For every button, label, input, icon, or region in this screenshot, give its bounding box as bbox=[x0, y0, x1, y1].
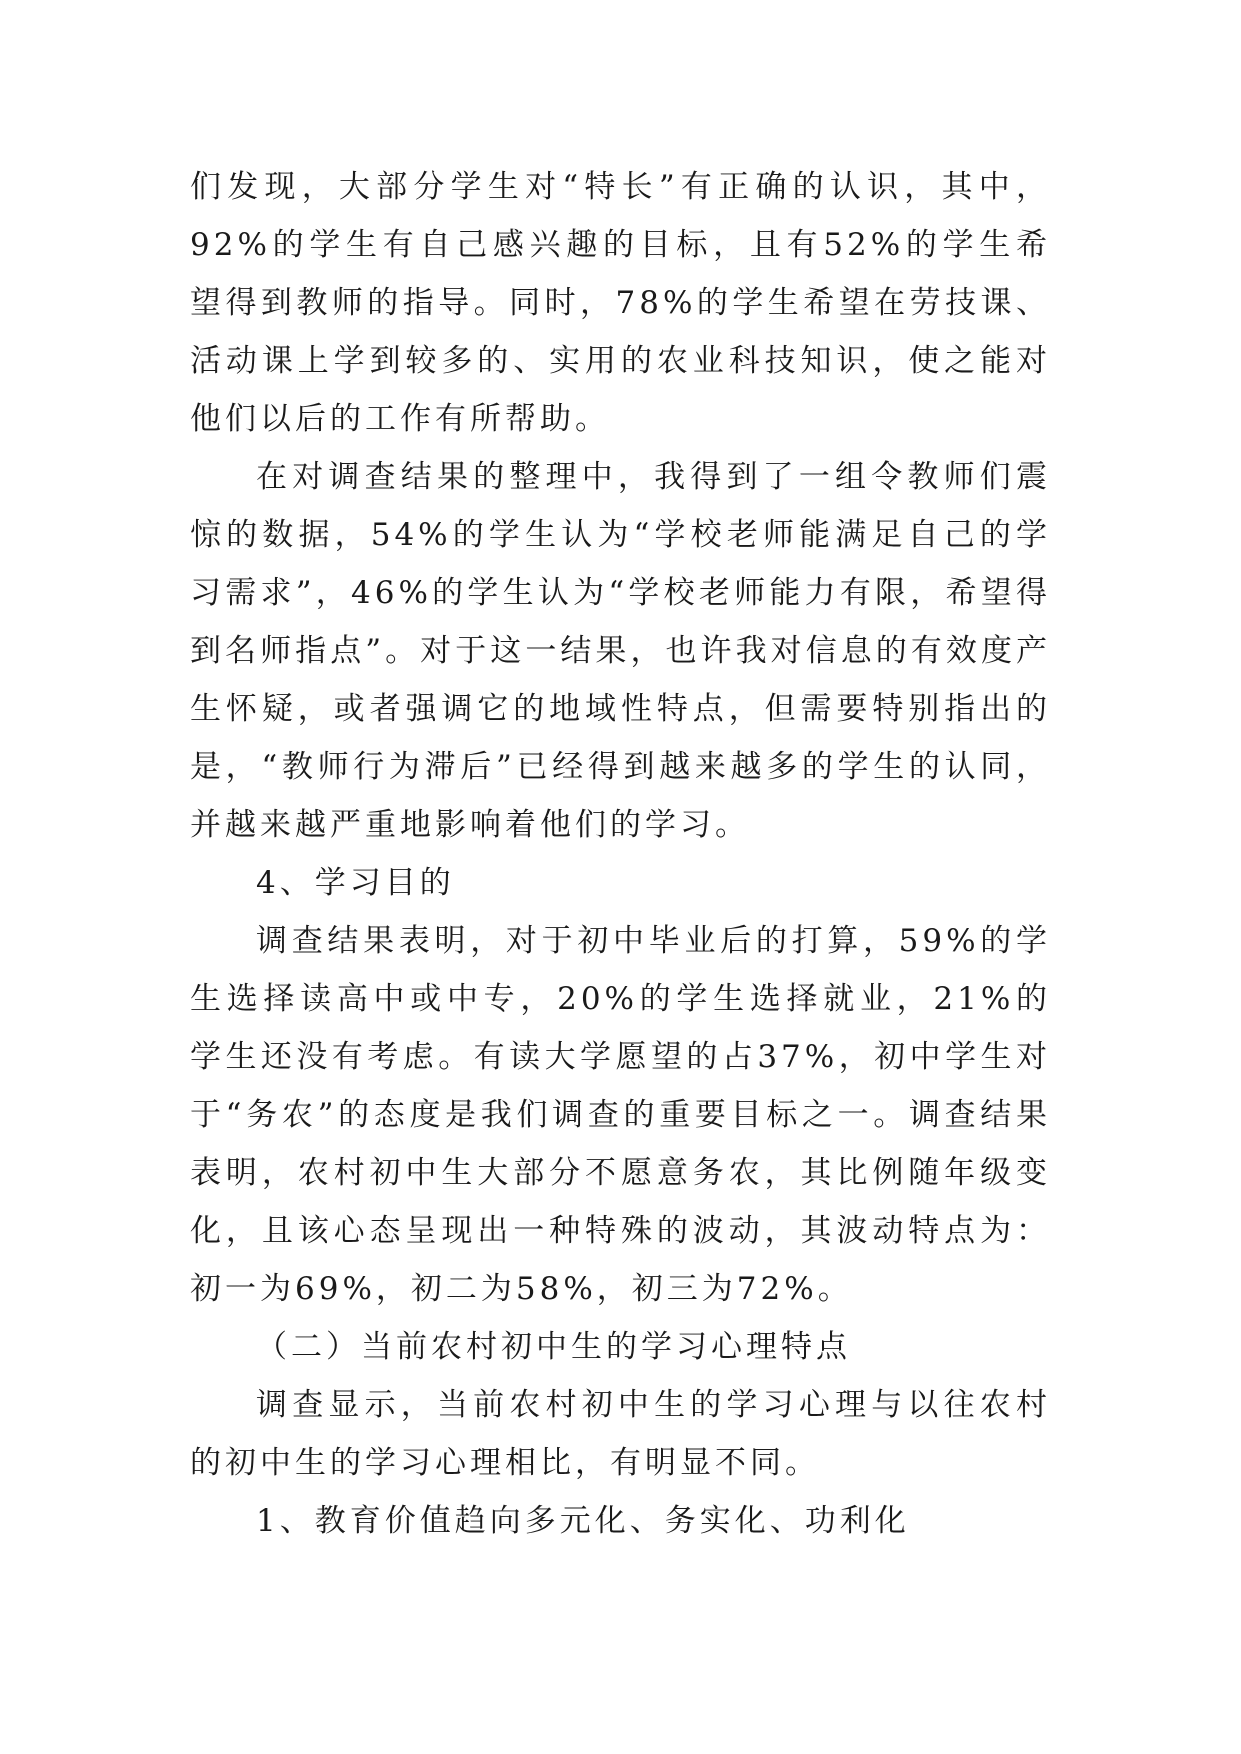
document-page bbox=[190, 158, 1051, 1550]
section-heading-learning-purpose: 4、学习目的 bbox=[256, 865, 455, 901]
paragraph-continued: 们发现，大部分学生对“特长”有正确的认识，其中，92%的学生有自己感兴趣的目标，且有52%的学生希望得到教师的指导。同时，78%的学生希望在劳技课、活动课上学到较多的、实用的农业科技知识，使之能对他们以后的工作有所帮助。 bbox=[190, 169, 1051, 437]
section-heading-education-value: 1、教育价值趋向多元化、务实化、功利化 bbox=[256, 1503, 910, 1539]
section-heading-learning-psychology: （二）当前农村初中生的学习心理特点 bbox=[256, 1329, 851, 1365]
paragraph-graduation-plans: 调查结果表明，对于初中毕业后的打算，59%的学生选择读高中或中专，20%的学生选择就业，21%的学生还没有考虑。有读大学愿望的占37%，初中学生对于“务农”的态度是我们调查的重要目标之一。调查结果表明，农村初中生大部分不愿意务农，其比例随年级变化，且该心态呈现出一种特殊的波动，其波动特点为：初一为69%，初二为58%，初三为72%。 bbox=[190, 923, 1051, 1307]
paragraph-survey-results: 在对调查结果的整理中，我得到了一组令教师们震惊的数据，54%的学生认为“学校老师能满足自己的学习需求”，46%的学生认为“学校老师能力有限，希望得到名师指点”。对于这一结果，也许我对信息的有效度产生怀疑，或者强调它的地域性特点，但需要特别指出的是，“教师行为滞后”已经得到越来越多的学生的认同，并越来越严重地影响着他们的学习。 bbox=[190, 459, 1051, 843]
paragraph-survey-display: 调查显示，当前农村初中生的学习心理与以往农村的初中生的学习心理相比，有明显不同。 bbox=[190, 1387, 1051, 1481]
